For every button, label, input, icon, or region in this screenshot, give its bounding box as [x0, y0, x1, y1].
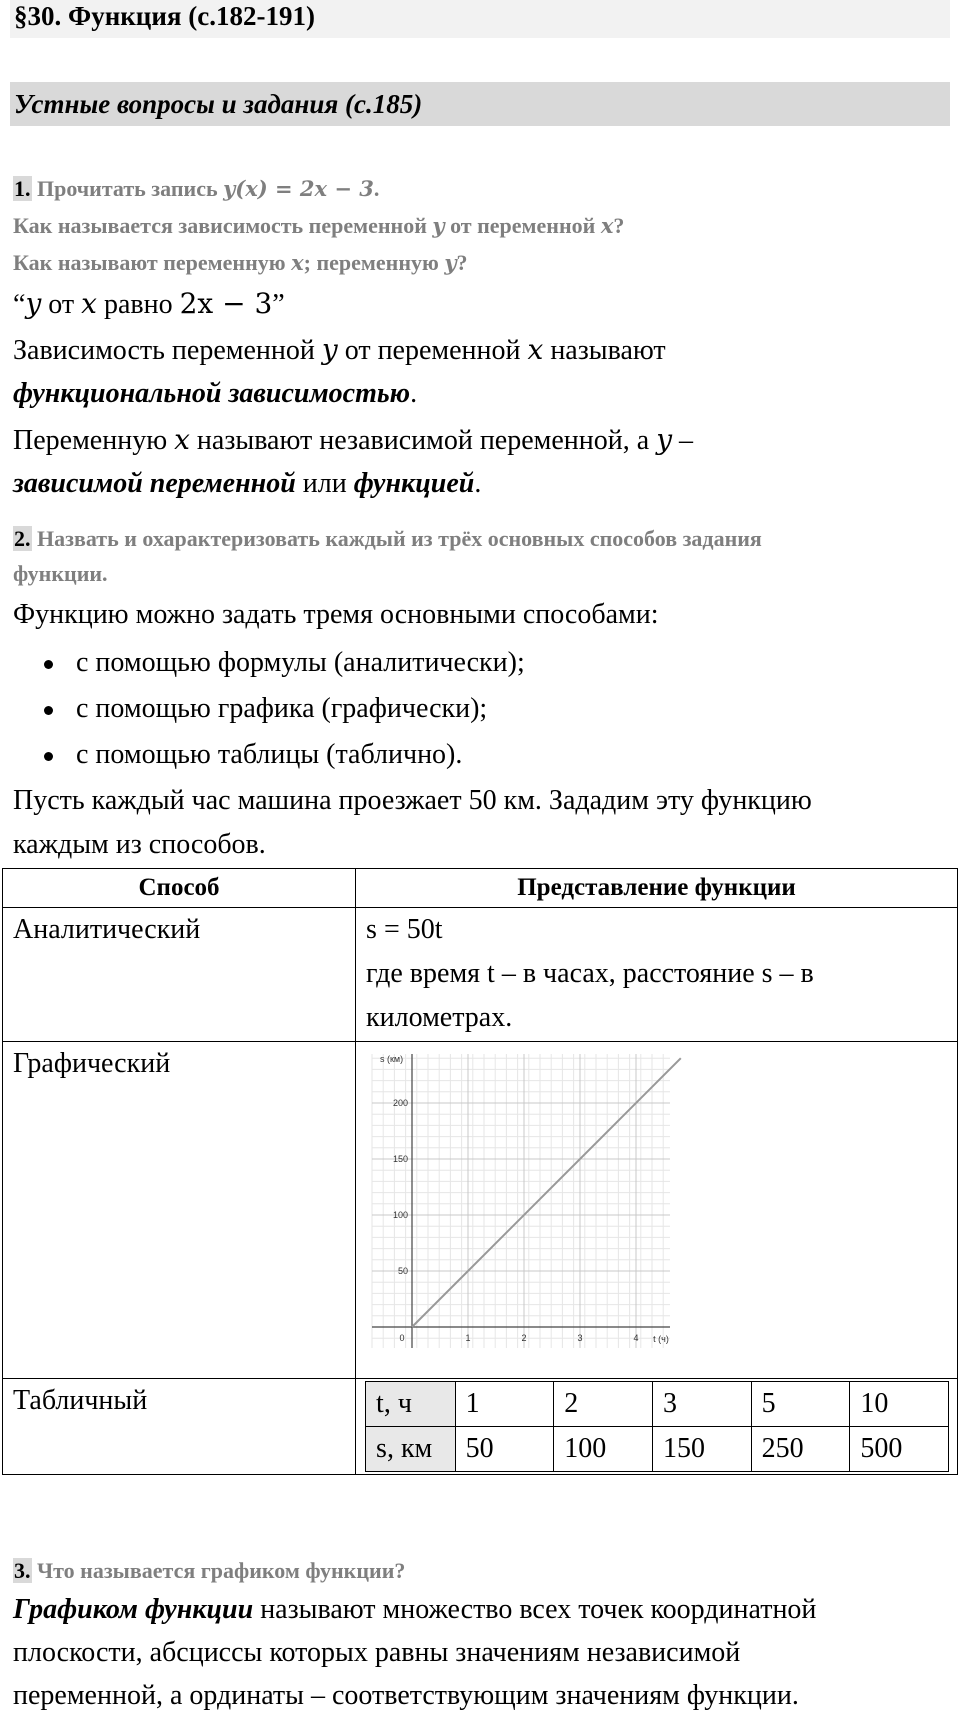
- q1-formula: y(x) = 2x − 3: [223, 176, 374, 201]
- y-axis-label: s (км): [380, 1054, 404, 1064]
- value-cell: 150: [652, 1427, 751, 1472]
- q1-line1: 1. Прочитать запись y(x) = 2x − 3.: [14, 176, 380, 201]
- q2-example-line1: Пусть каждый час машина проезжает 50 км. Зададим эту функцию: [13, 785, 812, 816]
- q2-number: 2.: [14, 526, 31, 551]
- values-label-t: t, ч: [366, 1382, 456, 1427]
- y-tick-label: 100: [393, 1210, 409, 1220]
- function-graph: [370, 1046, 710, 1364]
- y-tick-label: 200: [393, 1098, 409, 1108]
- values-row-s: [366, 1427, 949, 1472]
- bullet-dot: [44, 752, 53, 761]
- q1-line2: Как называется зависимость переменной y от переменной x?: [13, 213, 625, 238]
- row-method-graphic: Графический: [13, 1048, 171, 1079]
- x-axis-label: t (ч): [653, 1334, 669, 1344]
- values-row-t: [366, 1382, 949, 1427]
- col-header-method: Способ: [3, 869, 356, 908]
- values-label-s: s, км: [366, 1427, 456, 1472]
- methods-table: [2, 868, 958, 1475]
- section-header: [10, 0, 950, 38]
- q2-intro: Функцию можно задать тремя основными способами:: [13, 599, 659, 630]
- bullet-dot: [44, 706, 53, 715]
- table-row: [3, 1379, 958, 1475]
- value-cell: 500: [850, 1427, 949, 1472]
- row-method-tabular: Табличный: [13, 1385, 148, 1416]
- q1-line3: Как называют переменную x; переменную y?: [13, 250, 468, 275]
- q1-answer-term: функциональной зависимостью.: [13, 378, 418, 409]
- q1-answer-reading: “y от x равно 2x − 3”: [13, 287, 285, 320]
- bullet-dot: [44, 660, 53, 669]
- value-cell: 3: [652, 1382, 751, 1427]
- section-title: §30. Функция (с.182-191): [14, 1, 315, 31]
- q3-answer-line3: переменной, а ординаты – соответствующим значениям функции.: [13, 1680, 799, 1711]
- q3-question: 3. Что называется графиком функции?: [14, 1558, 406, 1583]
- value-cell: 1: [455, 1382, 554, 1427]
- x-tick-label: 2: [521, 1333, 527, 1343]
- value-cell: 100: [554, 1427, 653, 1472]
- value-cell: 5: [751, 1382, 850, 1427]
- q3-answer-line2: плоскости, абсциссы которых равны значениям независимой: [13, 1637, 741, 1668]
- table-row: [3, 908, 958, 1042]
- formula-note-line1: где время t – в часах, расстояние s – в: [366, 958, 814, 989]
- subsection-title: Устные вопросы и задания (с.185): [14, 89, 423, 119]
- value-cell: 2: [554, 1382, 653, 1427]
- q2-line1: 2. Назвать и охарактеризовать каждый из трёх основных способов задания: [14, 526, 762, 551]
- table-header-row: [3, 869, 958, 908]
- q1-answer-dependent: зависимой переменной или функцией.: [13, 468, 482, 499]
- row-method-analytic: Аналитический: [13, 914, 201, 945]
- table-row: [3, 1042, 958, 1379]
- col-header-representation: Представление функции: [356, 869, 958, 908]
- q2-example-line2: каждым из способов.: [13, 829, 266, 860]
- values-table: [365, 1381, 949, 1472]
- q2-line2: функции.: [13, 561, 108, 586]
- q1-number: 1.: [14, 176, 31, 201]
- q3-answer-line1: Графиком функции называют множество всех точек координатной: [13, 1594, 817, 1625]
- value-cell: 10: [850, 1382, 949, 1427]
- x-tick-label: 0: [399, 1333, 405, 1343]
- y-tick-label: 150: [393, 1154, 409, 1164]
- q3-number: 3.: [14, 1558, 31, 1583]
- q1-answer-dependency: Зависимость переменной y от переменной x называют: [13, 333, 666, 366]
- x-tick-label: 4: [633, 1333, 639, 1343]
- formula: s = 50t: [366, 914, 443, 945]
- subsection-header: [10, 82, 950, 126]
- y-tick-label: 50: [398, 1266, 409, 1276]
- x-tick-label: 3: [577, 1333, 583, 1343]
- value-cell: 250: [751, 1427, 850, 1472]
- x-tick-label: 1: [465, 1333, 471, 1343]
- value-cell: 50: [455, 1427, 554, 1472]
- q1-answer-variables: Переменную x называют независимой переменной, а y –: [13, 423, 694, 456]
- formula-note-line2: километрах.: [366, 1002, 513, 1033]
